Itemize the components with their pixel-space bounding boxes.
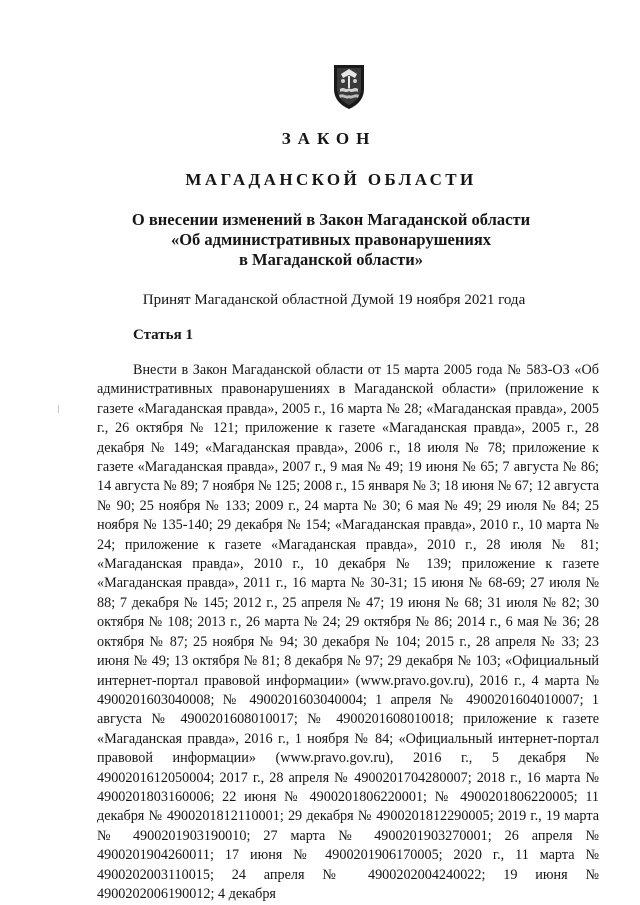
coat-of-arms-icon	[331, 62, 367, 110]
article-heading: Статья 1	[133, 327, 193, 343]
adoption-line: Принят Магаданской областной Думой 19 ноября 2021 года	[142, 292, 526, 308]
article-body: Внести в Закон Магаданской области от 15 марта 2005 года № 583-ОЗ «Об административных правонарушениях в Магаданской области» (приложение к газете «Магаданская правда», 2005 г., 16 марта № 28; «Магаданская правда», 2005 г., 26 октября № 121; приложение к газете «Магаданская правда», 2005 г., 28 декабря № 149; «Магаданская правда», 2006 г., 18 июля № 78; приложение к газете «Магаданская правда», 2007 г., 9 мая № 49; 19 июня № 65; 7 августа № 86; 14 августа № 89; 7 ноября № 125; 2008 г., 15 января № 3; 18 июня № 67; 12 августа № 90; 25 ноября № 133; 2009 г., 24 марта № 30; 6 мая № 49; 29 июля № 84; 25 ноября № 135-140; 29 декабря № 154; «Магаданская правда», 2010 г., 10 марта № 24; приложение к газете «Магаданская правда», 2010 г., 28 июля № 81; «Магаданская правда», 2010 г., 10 декабря № 139; приложение к газете «Магаданская правда», 2011 г., 16 марта № 30-31; 15 июня № 68-69; 27 июля № 88; 7 декабря № 145; 2012 г., 25 апреля № 47; 19 июня № 68; 31 июля № 82; 30 октября № 108; 2013 г., 26 марта № 24; 29 октября № 86; 2014 г., 6 мая № 36; 28 октября № 87; 25 ноября № 94; 30 декабря № 104; 2015 г., 28 апреля № 33; 23 июня № 49; 13 октября № 81; 8 декабря № 97; 29 декабря № 103; «Официальный интернет-портал правовой информации» (www.pravo.gov.ru), 2016 г., 4 марта № 4900201603040008; № 4900201603040004; 1 апреля № 4900201604010007; 1 августа № 4900201608010017; № 4900201608010018; приложение к газете «Магаданская правда», 2016 г., 1 ноября № 84; «Официальный интернет-портал правовой информации» (www.pravo.gov.ru), 2016 г., 5 декабря № 4900201612050004; 2017 г., 28 апреля № 4900201704280007; 2018 г., 16 марта № 4900201803160006; 22 июня № 4900201806220001; № 4900201806220005; 11 декабря № 4900201812110001; 29 декабря № 4900201812290005; 2019 г., 19 марта № 4900201903190010; 27 марта № 4900201903270001; 26 апреля № 4900201904260011; 17 июня № 4900201906170005; 2020 г., 11 марта № 4900202003110015; 24 апреля № 4900202004240022; 19 июня № 4900202006190012; 4 декабря	[97, 362, 599, 902]
region-label: МАГАДАНСКОЙ ОБЛАСТИ	[185, 170, 477, 189]
law-label: ЗАКОН	[281, 129, 377, 148]
law-subtitle	[0, 210, 640, 270]
subtitle-line-2: «Об административных правонарушениях	[170, 230, 492, 249]
subtitle-line-1: О внесении изменений в Закон Магаданской области	[131, 210, 531, 229]
scan-artifact	[58, 405, 59, 413]
subtitle-line-3: в Магаданской области»	[239, 250, 423, 269]
